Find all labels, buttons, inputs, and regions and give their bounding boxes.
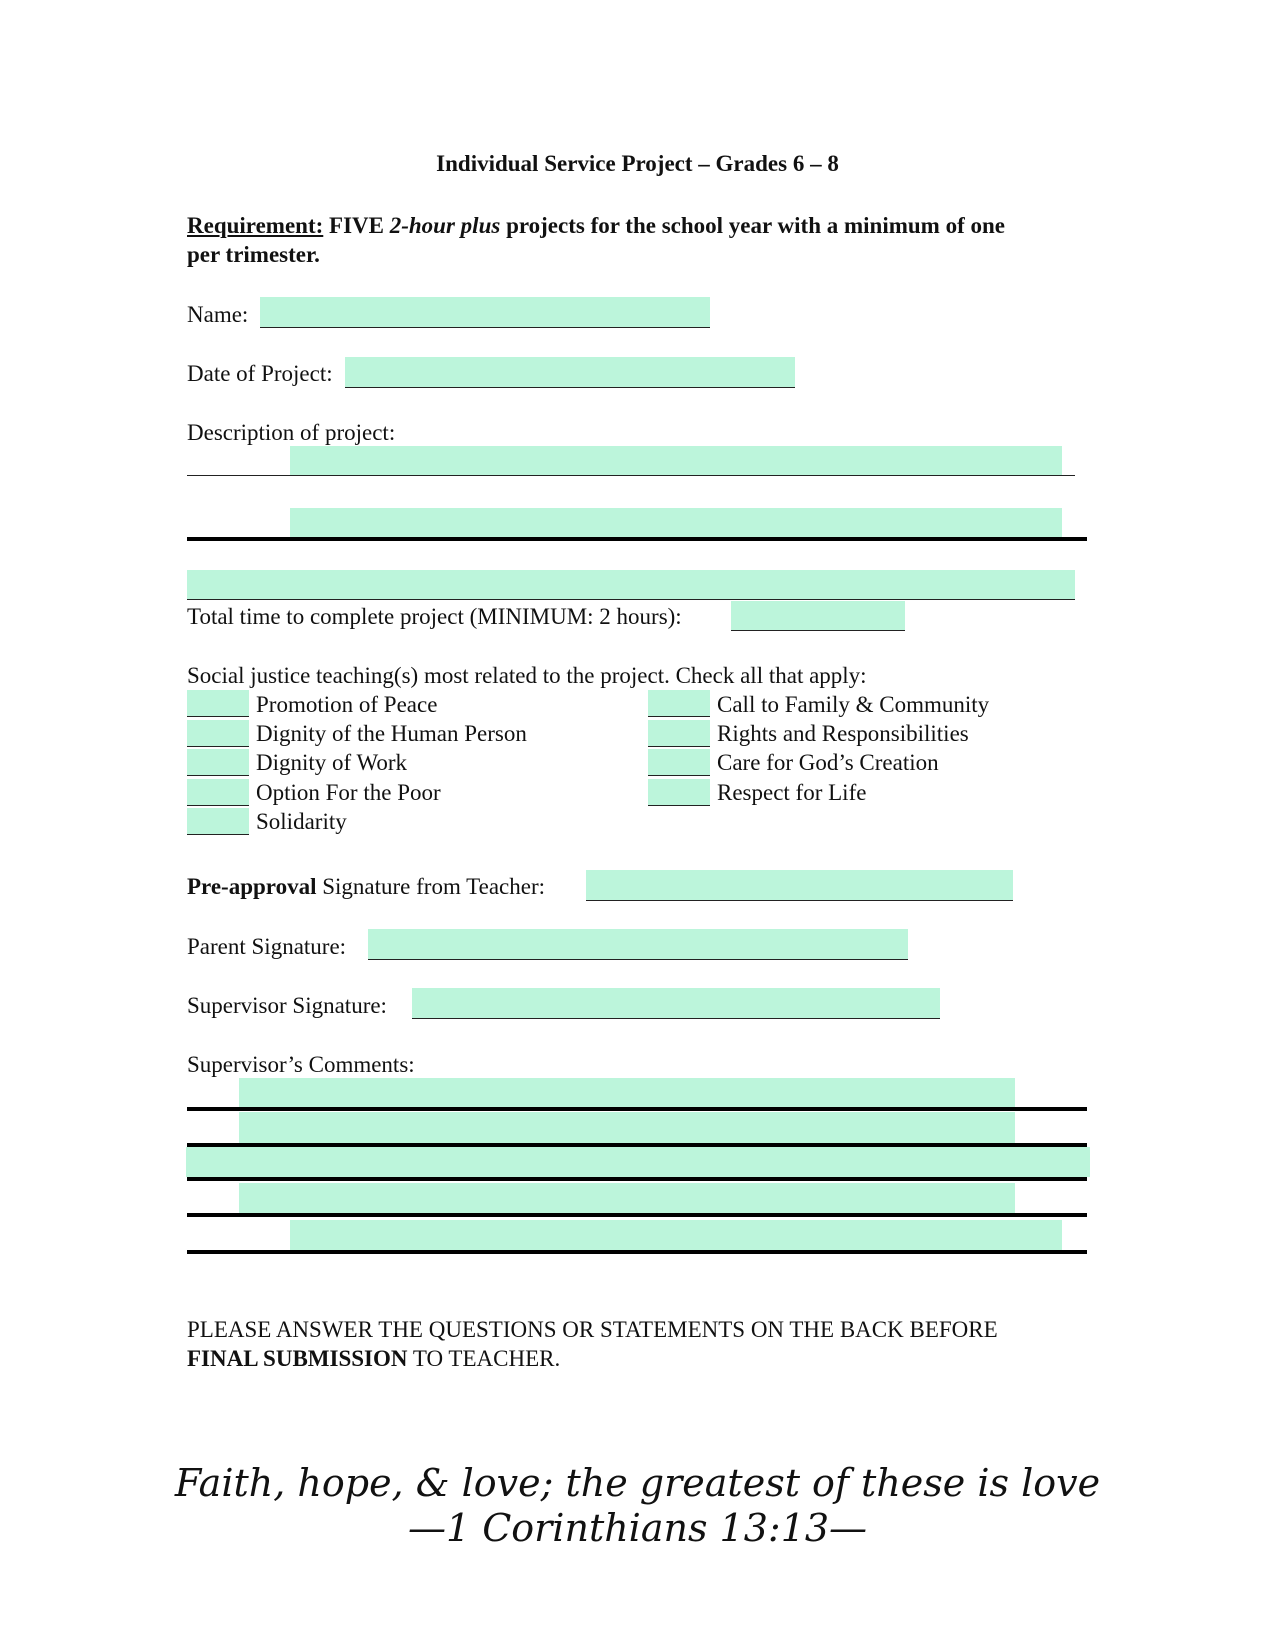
total-time-label: Total time to complete project (MINIMUM: 2 hours): (187, 604, 682, 629)
preapproval-label (187, 873, 545, 901)
option-label: Respect for Life (717, 780, 867, 805)
notice-rest: TO TEACHER. (412, 1346, 561, 1371)
description-label: Description of project: (187, 420, 396, 445)
supervisor-comments-label: Supervisor’s Comments: (187, 1052, 415, 1077)
comment-rule-4 (187, 1213, 1087, 1217)
checkbox-call-to-family[interactable] (648, 690, 710, 717)
option-label: Call to Family & Community (717, 692, 990, 717)
date-input[interactable] (345, 357, 795, 387)
verse-line-2: —1 Corinthians 13:13— (407, 1506, 868, 1550)
option-label: Rights and Responsibilities (717, 721, 969, 746)
option-label: Solidarity (256, 809, 347, 834)
comment-input-4[interactable] (239, 1183, 1015, 1212)
date-field[interactable] (345, 357, 795, 388)
parent-signature-input[interactable] (368, 929, 908, 959)
supervisor-signature-field[interactable] (412, 988, 940, 1019)
teacher-signature-field[interactable] (586, 870, 1013, 901)
date-label: Date of Project: (187, 361, 333, 386)
name-label: Name: (187, 302, 249, 327)
name-field[interactable] (260, 297, 710, 328)
checkbox-dignity-human-person[interactable] (187, 720, 249, 747)
comment-input-1[interactable] (239, 1078, 1015, 1106)
checkbox-option-for-poor[interactable] (187, 779, 249, 806)
parent-signature-label: Parent Signature: (187, 934, 347, 959)
supervisor-signature-input[interactable] (412, 988, 940, 1018)
description-line-2-rule (187, 537, 1087, 541)
preapproval-bold: Pre-approval (187, 874, 317, 899)
page-title: Individual Service Project – Grades 6 – 8 (436, 151, 839, 176)
checkbox-care-for-creation[interactable] (648, 749, 710, 776)
comment-input-2[interactable] (239, 1112, 1015, 1142)
option-label: Promotion of Peace (256, 692, 438, 717)
description-field-3[interactable] (187, 570, 1075, 600)
comment-rule-1 (187, 1107, 1087, 1111)
requirement-hours: 2-hour plus (389, 213, 501, 238)
checkbox-solidarity[interactable] (187, 808, 249, 835)
notice-line-1: PLEASE ANSWER THE QUESTIONS OR STATEMENTS ON THE BACK BEFORE (187, 1317, 998, 1342)
description-field-1[interactable] (290, 446, 1062, 475)
description-input-3[interactable] (187, 570, 1075, 599)
checkbox-respect-for-life[interactable] (648, 779, 710, 806)
preapproval-rest: Signature from Teacher: (322, 874, 546, 899)
social-justice-prompt: Social justice teaching(s) most related to the project. Check all that apply: (187, 663, 867, 688)
comment-rule-5 (187, 1250, 1087, 1254)
requirement-line-1 (187, 212, 1005, 240)
requirement-line-2: per trimester. (187, 242, 320, 267)
total-time-field[interactable] (731, 601, 905, 631)
teacher-signature-input[interactable] (586, 870, 1013, 900)
description-line-1-rule (187, 475, 1075, 476)
requirement-label: Requirement: (187, 213, 324, 238)
supervisor-signature-label: Supervisor Signature: (187, 993, 387, 1018)
comment-input-3[interactable] (186, 1147, 1090, 1176)
parent-signature-field[interactable] (368, 929, 908, 960)
notice-bold: FINAL SUBMISSION (187, 1346, 408, 1371)
checkbox-rights-responsibilities[interactable] (648, 720, 710, 747)
comment-rule-3 (187, 1177, 1087, 1181)
total-time-input[interactable] (731, 601, 905, 630)
name-input[interactable] (260, 297, 710, 327)
requirement-text: projects for the school year with a minimum of one (506, 213, 1005, 238)
checkbox-dignity-of-work[interactable] (187, 749, 249, 776)
option-label: Dignity of Work (256, 750, 408, 775)
requirement-five: FIVE (329, 213, 384, 238)
option-label: Option For the Poor (256, 780, 441, 805)
checkbox-promotion-of-peace[interactable] (187, 690, 249, 717)
verse-line-1: Faith, hope, & love; the greatest of these is love (174, 1461, 1101, 1505)
notice-line-2 (187, 1345, 560, 1373)
description-input-1[interactable] (290, 446, 1062, 475)
option-label: Dignity of the Human Person (256, 721, 527, 746)
description-input-2[interactable] (290, 508, 1062, 537)
option-label: Care for God’s Creation (717, 750, 939, 775)
comment-input-5[interactable] (290, 1220, 1062, 1249)
